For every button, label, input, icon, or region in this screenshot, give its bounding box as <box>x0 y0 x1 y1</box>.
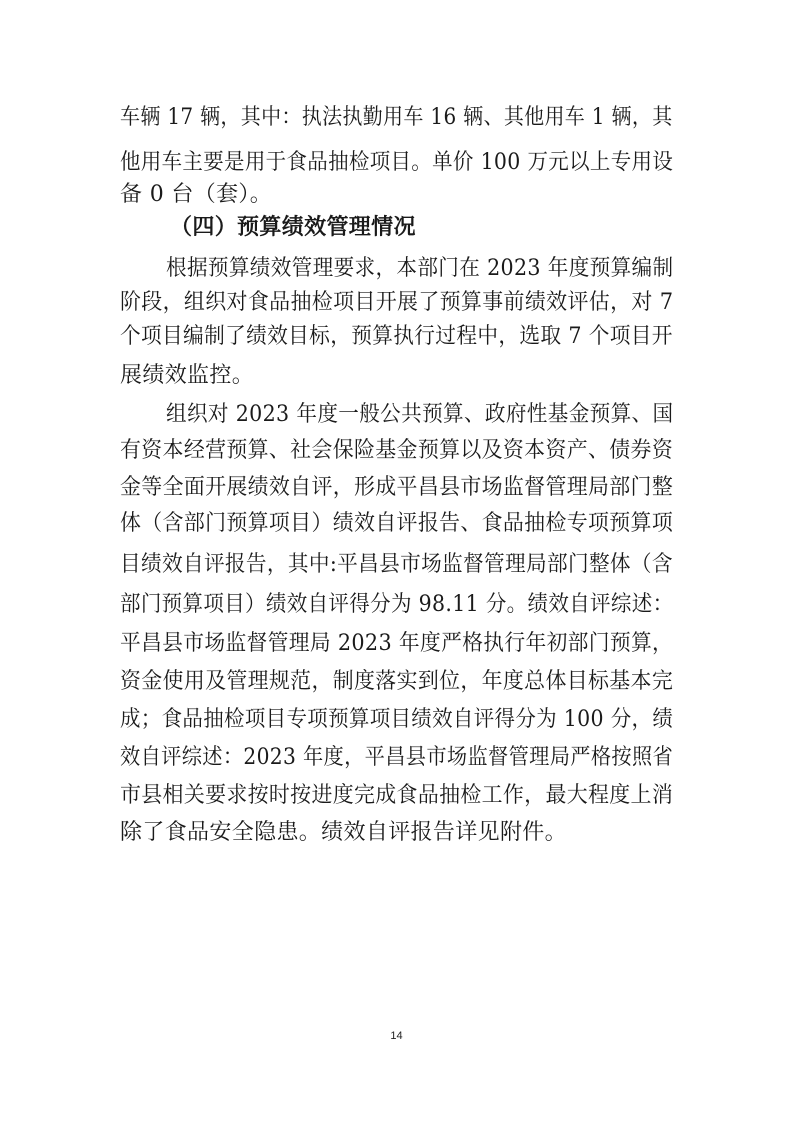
body-text-line: 目绩效自评报告，其中:平昌县市场监督管理局部门整体（含 <box>120 552 673 577</box>
body-text-line: 备 0 台（套）。 <box>120 182 273 207</box>
body-text-line: 部门预算项目）绩效自评得分为 98.11 分。绩效自评综述： <box>120 592 674 617</box>
body-text-line: 除了食品安全隐患。绩效自评报告详见附件。 <box>120 820 568 845</box>
body-text-line: 资金使用及管理规范，制度落实到位，年度总体目标基本完 <box>120 669 674 694</box>
body-text-line: 体（含部门预算项目）绩效自评报告、食品抽检专项预算项 <box>120 511 674 536</box>
body-text-line: 组织对 2023 年度一般公共预算、政府性基金预算、国 <box>166 402 674 427</box>
body-text-line: 市县相关要求按时按进度完成食品抽检工作，最大程度上消 <box>120 783 674 808</box>
page-number: 14 <box>390 1030 403 1042</box>
body-text-line: 根据预算绩效管理要求，本部门在 2023 年度预算编制 <box>166 256 674 281</box>
body-text-line: 车辆 17 辆，其中：执法执勤用车 16 辆、其他用车 1 辆，其 <box>120 105 673 130</box>
body-text-line: 平昌县市场监督管理局 2023 年度严格执行年初部门预算， <box>120 631 674 656</box>
section-heading: （四）预算绩效管理情况 <box>170 215 416 240</box>
body-text-line: 他用车主要是用于食品抽检项目。单价 100 万元以上专用设 <box>120 150 674 175</box>
body-text-line: 阶段，组织对食品抽检项目开展了预算事前绩效评估，对 7 <box>120 290 674 315</box>
body-text-line: 成；食品抽检项目专项预算项目绩效自评得分为 100 分，绩 <box>120 707 674 732</box>
body-text-line: 个项目编制了绩效目标，预算执行过程中，选取 7 个项目开 <box>120 324 673 349</box>
body-text-line: 展绩效监控。 <box>120 363 255 388</box>
body-text-line: 有资本经营预算、社会保险基金预算以及资本资产、债券资 <box>120 438 674 463</box>
body-text-line: 金等全面开展绩效自评，形成平昌县市场监督管理局部门整 <box>120 475 674 500</box>
body-text-line: 效自评综述：2023 年度，平昌县市场监督管理局严格按照省 <box>120 745 674 770</box>
